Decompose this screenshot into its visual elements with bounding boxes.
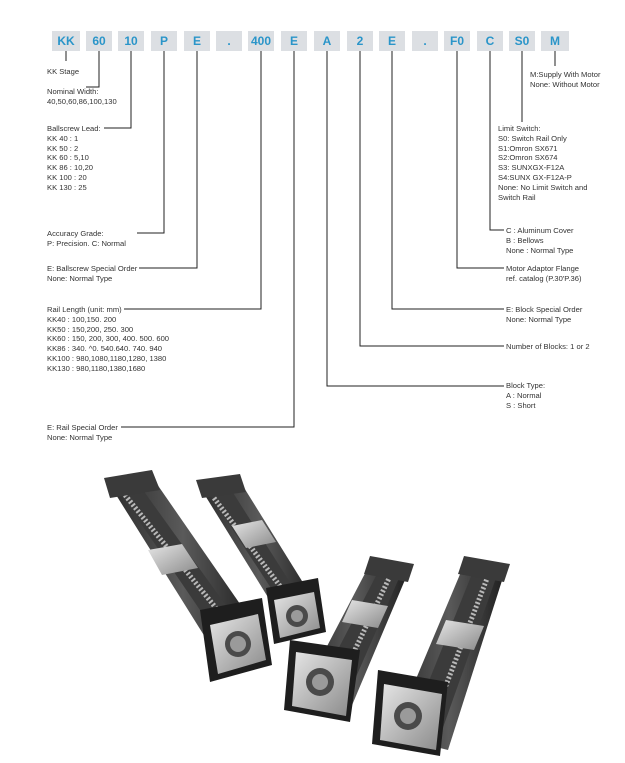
- leader-ballscrew-special: [139, 51, 197, 268]
- code-seg-dot-2: .: [412, 31, 438, 51]
- label-stage: KK Stage: [47, 67, 80, 76]
- product-photo: [0, 460, 625, 763]
- leader-flange: [457, 51, 504, 268]
- code-seg-rail-special: E: [281, 31, 307, 51]
- code-seg-cover: C: [477, 31, 503, 51]
- leader-block-count: [360, 51, 504, 346]
- code-seg-ballscrew-special: E: [184, 31, 210, 51]
- label-motor: M:Supply With Motor None: Without Motor: [530, 70, 601, 89]
- leader-block-special: [392, 51, 504, 309]
- label-ballscrew-lead: Ballscrew Lead: KK 40 : 1 KK 50 : 2 KK 60 : 5,10 KK 86 : 10,20 KK 100 : 20 KK 130 : 25: [47, 124, 101, 192]
- leader-rail-length: [124, 51, 261, 309]
- label-accuracy-grade: Accuracy Grade: P: Precision. C: Normal: [47, 229, 126, 248]
- code-seg-rail-length: 400: [248, 31, 274, 51]
- code-seg-block-type: A: [314, 31, 340, 51]
- code-seg-dot-1: .: [216, 31, 242, 51]
- leader-width: [86, 51, 99, 87]
- label-block-count: Number of Blocks: 1 or 2: [506, 342, 590, 351]
- label-nominal-width: Nominal Width: 40,50,60,86,100,130: [47, 87, 117, 106]
- label-cover: C : Aluminum Cover B : Bellows None : Normal Type: [506, 226, 574, 255]
- code-seg-flange: F0: [444, 31, 470, 51]
- code-seg-accuracy: P: [151, 31, 177, 51]
- label-flange: Motor Adaptor Flange ref. catalog (P.30'P.36): [506, 264, 582, 283]
- label-limit-switch: Limit Switch: S0: Switch Rail Only S1:Omron SX671 S2:Omron SX674 S3: SUNXGX-F12A S4:SUNX GX-F12A-P None: No Limit Switch and Switch Rail: [498, 124, 588, 202]
- code-seg-lead: 10: [118, 31, 144, 51]
- leader-block-type: [327, 51, 504, 386]
- code-seg-limit: S0: [509, 31, 535, 51]
- code-seg-width: 60: [86, 31, 112, 51]
- label-block-type: Block Type: A : Normal S : Short: [506, 381, 546, 410]
- leader-accuracy: [137, 51, 164, 233]
- code-seg-block-count: 2: [347, 31, 373, 51]
- code-seg-block-special: E: [379, 31, 405, 51]
- code-seg-series: KK: [52, 31, 80, 51]
- label-block-special: E: Block Special Order None: Normal Type: [506, 305, 583, 324]
- label-ballscrew-special: E: Ballscrew Special Order None: Normal Type: [47, 264, 138, 283]
- label-rail-special: E: Rail Special Order None: Normal Type: [47, 423, 118, 442]
- label-rail-length: Rail Length (unit: mm) KK40 : 100,150. 200 KK50 : 150,200, 250. 300 KK60 : 150, 200, 300, 400. 500. 600 KK86 : 340. ^0. 540.640. 740. 940 KK100 : 980,1080,1180,1280, 1380 KK130 : 980,1180,1380,1680: [47, 305, 170, 373]
- code-seg-motor: M: [541, 31, 569, 51]
